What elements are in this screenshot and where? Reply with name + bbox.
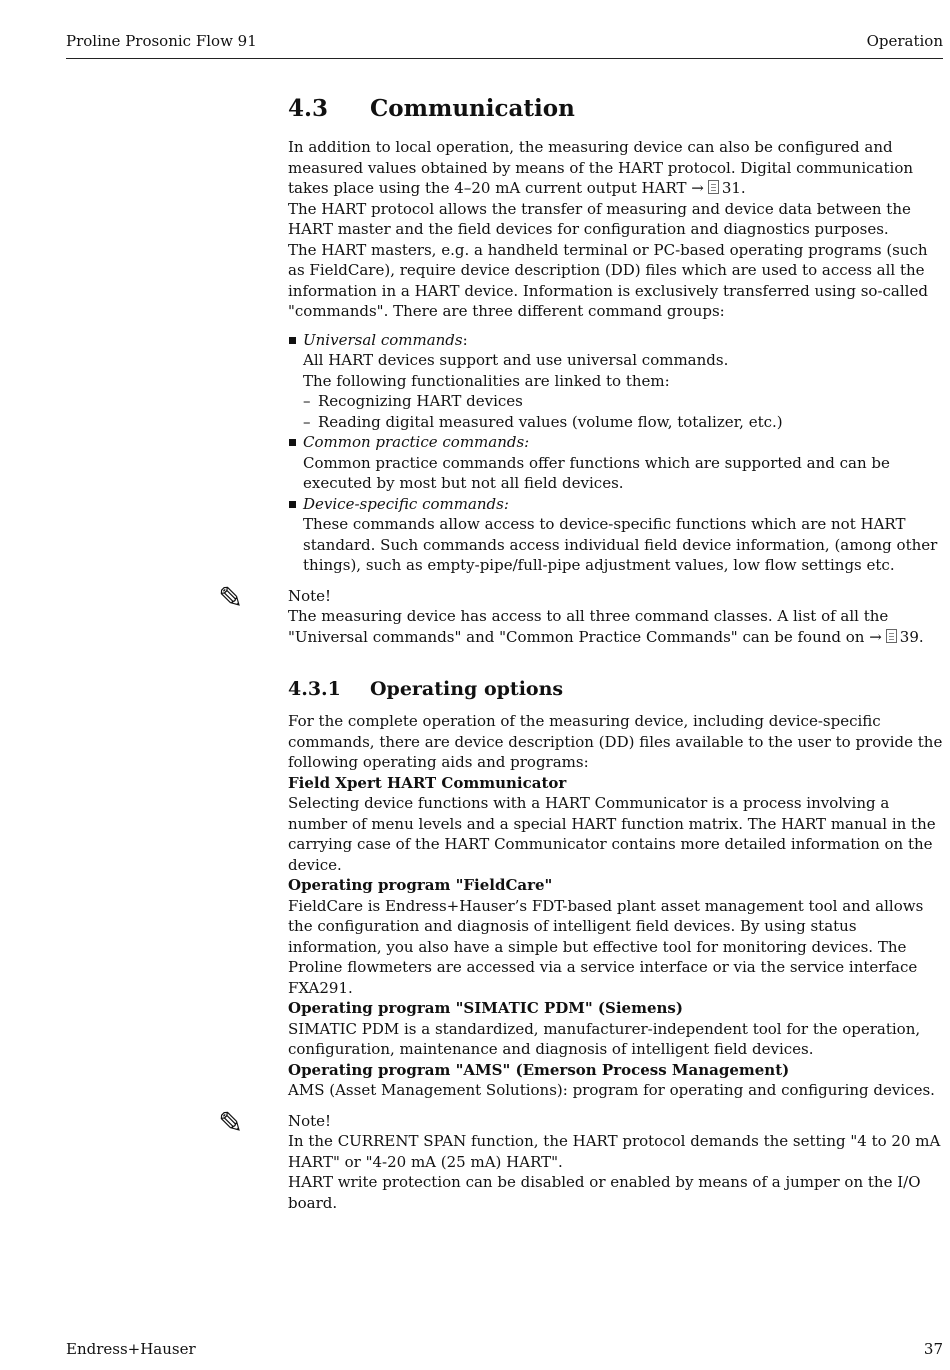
footer-company-name: Endress+Hauser xyxy=(66,1340,196,1358)
page-content xyxy=(218,95,943,1213)
note-title: Note! xyxy=(288,1111,332,1130)
bullet-square-icon xyxy=(289,501,296,508)
subsection-heading xyxy=(288,677,943,701)
note-title: Note! xyxy=(288,586,332,605)
note-page-ref: 39. xyxy=(899,627,924,646)
dash-marker: – xyxy=(303,392,311,410)
subsection-number: 4.3.1 xyxy=(288,678,341,700)
bullet-line: All HART devices support and use universal commands. xyxy=(303,351,729,369)
note-text-body: The measuring device has access to all three command classes. A list of all the "Universal commands" and "Common Practice Commands" can be found on → xyxy=(288,607,889,646)
list-item xyxy=(288,432,943,494)
section-intro-text: In addition to local operation, the measuring device can also be configured and measured values obtained by means of the HART protocol. Digital communication takes place using the 4–20 mA current output HART → xyxy=(288,138,914,197)
page-reference-icon xyxy=(708,180,719,194)
operating-option-title: Operating program "SIMATIC PDM" (Siemens) xyxy=(288,999,683,1017)
note-block xyxy=(218,1105,943,1214)
subsection-intro: For the complete operation of the measuring device, including device-specific commands, there are device description (DD) files available to the user to provide the following operating aids and programs: xyxy=(288,712,943,771)
bullet-text: Common practice commands offer functions which are supported and can be executed by most but not all field devices. xyxy=(303,453,890,492)
operating-option-title: Operating program "FieldCare" xyxy=(288,876,553,894)
operating-option-text: FieldCare is Endress+Hauser’s FDT-based plant asset management tool and allows the configuration and diagnosis of intelligent field devices. By using status information, you also have a simple but effective tool for monitoring devices. The Proline flowmeters are accessed via a service interface or via the service interface FXA291. xyxy=(288,896,924,997)
page-reference-icon xyxy=(886,629,897,643)
operating-option-text: SIMATIC PDM is a standardized, manufacturer-independent tool for the operation, configuration, maintenance and diagnosis of intelligent field devices. xyxy=(288,1019,921,1058)
subsection-title: Operating options xyxy=(370,678,564,700)
bullet-label-suffix: : xyxy=(462,330,468,349)
operating-option-text: Selecting device functions with a HART Communicator is a process involving a number of menu levels and a special HART function matrix. The HART manual in the carrying case of the HART Communicator contains more detailed information on the device. xyxy=(288,794,936,874)
section-intro-page-ref: 31. xyxy=(721,179,746,197)
command-groups-list xyxy=(288,330,943,576)
header-product-name: Proline Prosonic Flow 91 xyxy=(66,32,257,50)
section-intro xyxy=(288,137,943,199)
bullet-line: The following functionalities are linked to them: xyxy=(303,371,670,390)
bullet-label: Common practice commands: xyxy=(303,433,530,451)
dash-item: Recognizing HART devices xyxy=(318,392,523,410)
note-text: HART write protection can be disabled or enabled by means of a jumper on the I/O board. xyxy=(288,1173,921,1212)
section-paragraph-3: The HART masters, e.g. a handheld terminal or PC-based operating programs (such as FieldCare), require device description (DD) files which are used to access all the information in a HART device. Information is exclusively transferred using so-called "commands". There are three different command groups: xyxy=(288,240,928,320)
bullet-label: Device-specific commands: xyxy=(303,494,509,513)
dash-marker: – xyxy=(303,412,311,431)
pencil-icon: ✎ xyxy=(218,1105,244,1141)
note-text: In the CURRENT SPAN function, the HART protocol demands the setting "4 to 20 mA HART" or "4-20 mA (25 mA) HART". xyxy=(288,1132,941,1171)
pencil-icon: ✎ xyxy=(218,580,244,616)
operating-option-title: Field Xpert HART Communicator xyxy=(288,773,567,792)
section-paragraph-2: The HART protocol allows the transfer of measuring and device data between the HART master and the field devices for configuration and diagnostics purposes. xyxy=(288,199,911,238)
bullet-label: Universal commands xyxy=(303,330,463,349)
section-heading xyxy=(288,95,943,123)
note-block xyxy=(218,580,943,648)
header-chapter-name: Operation xyxy=(866,32,943,50)
bullet-text: These commands allow access to device-specific functions which are not HART standard. Such commands access individual field device information, (among other things), such as empty-pipe/full-pipe adjustment values, low flow settings etc. xyxy=(303,515,938,574)
note-text xyxy=(288,606,943,647)
bullet-square-icon xyxy=(289,439,296,446)
list-item xyxy=(288,494,943,576)
section-title: Communication xyxy=(370,95,575,122)
dash-item: Reading digital measured values (volume flow, totalizer, etc.) xyxy=(318,412,783,431)
list-item xyxy=(288,330,943,433)
page-header xyxy=(66,30,943,59)
page-number: 37 xyxy=(923,1340,943,1358)
operating-option-text: AMS (Asset Management Solutions): program for operating and configuring devices. xyxy=(288,1081,935,1099)
section-number: 4.3 xyxy=(288,95,329,122)
operating-option-title: Operating program "AMS" (Emerson Process Management) xyxy=(288,1060,790,1079)
bullet-square-icon xyxy=(289,337,296,344)
